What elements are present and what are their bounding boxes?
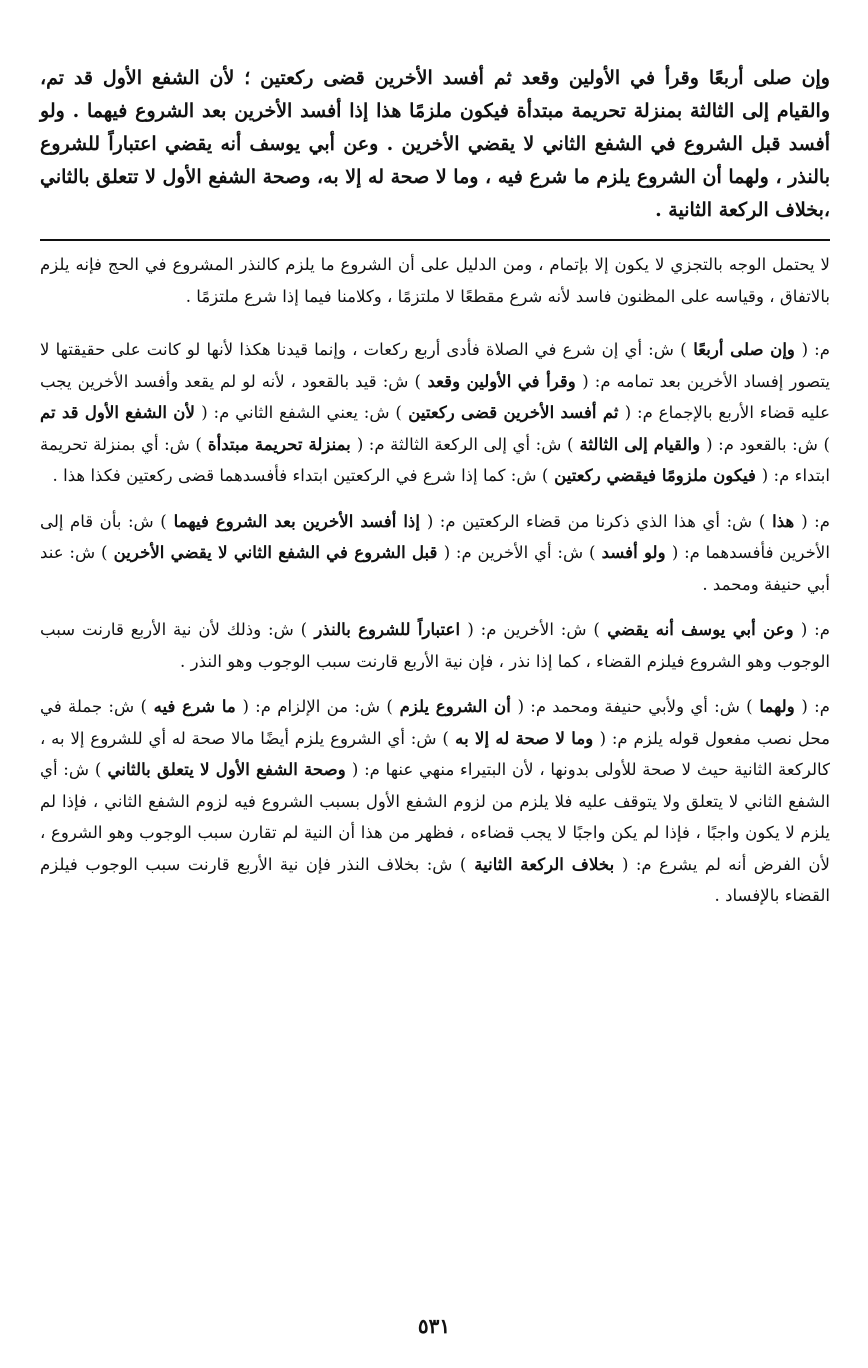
text-run: ) ش: أي الشروع يلزم أيضًا مالا صحة له أي للشروع إلا به ، كالركعة الثانية حيث لا صحة للأولى بدونها ، لأن البتيراء منهي عنها م: ( (40, 728, 831, 779)
quoted-matn: أن الشروع يلزم (392, 696, 518, 716)
text-run: م: ( (801, 340, 831, 359)
text-run: م: ( (800, 620, 830, 639)
quoted-matn: ولهما (752, 696, 802, 716)
text-run: م: ( (801, 511, 830, 531)
text-run: م: ( (801, 697, 830, 716)
quoted-matn: بخلاف الركعة الثانية (466, 853, 623, 874)
text-run: ) ش: أي الأخرين م: ( (443, 543, 596, 562)
text-run: ) ش: أي الشفع الثاني لا يتعلق ولا يتوقف عليه فلا يلزم من لزوم الشفع الأول بسبب الشروع فيه لزوم الشفع الثاني ، فإذا لم يلزم لا يكون واجبًا ، فإذا لم يكن واجبًا لا يجب قضاءه ، فظهر من هذا أن النية لم تقارن سبب الوجوب وهو الشروع ، لأن الفرض أنه لم يشرع م: ( (40, 760, 830, 874)
text-run: ) ش: أي ولأبي حنيفة ومحمد م: ( (517, 697, 753, 716)
commentary-paragraph-2 (40, 506, 830, 601)
quoted-matn: وصحة الشفع الأول لا يتعلق بالثاني (101, 759, 352, 779)
divider-line (40, 239, 830, 241)
text-run: ) ش: من الإلزام م: ( (242, 697, 393, 716)
text-run: ) ش: بأن قام إلى الأخرين فأفسدهما م: ( (40, 511, 830, 562)
commentary-paragraph-3 (40, 614, 830, 677)
commentary (40, 249, 830, 912)
quoted-matn: ولو أفسد (595, 542, 672, 562)
page-number: ٥٣١ (417, 1314, 451, 1338)
quoted-matn: هذا (765, 510, 802, 531)
quoted-matn: إذا أفسد الأخرين بعد الشروع فيهما (166, 510, 427, 531)
text-run: ) ش: أي بمنزلة تحريمة ابتداء م: ( (40, 434, 830, 485)
text-run: ) ش: أي إن شرع في الصلاة فأدى أربع ركعات ، وإنما قيدنا هكذا لأنها لو كانت على حقيقتها لا يتصور إفساد الأخرين بعد تمامه م: ( (40, 340, 830, 391)
commentary-paragraph-1 (40, 334, 830, 492)
text-run: ) ش: عند أبي حنيفة ومحمد . (40, 543, 830, 594)
quoted-matn: والقيام إلى الثالثة (573, 433, 707, 454)
quoted-matn: قبل الشروع في الشفع الثاني لا يقضي الأخرين (107, 542, 444, 562)
text-run: ) ش: بالقعود م: ( (706, 434, 830, 454)
main-text: وإن صلى أربعًا وقرأ في الأولين وقعد ثم أفسد الأخرين قضى ركعتين ؛ لأن الشفع الأول قد تم، والقيام إلى الثالثة بمنزلة تحريمة مبتدأة فيكون ملزمًا هذا إذا أفسد الأخرين بعد الشروع فيهما . ولو أفسد قبل الشروع في الشفع الثاني لا يقضي الأخرين . وعن أبي يوسف أنه يقضي اعتباراً للشروع بالنذر ، ولهما أن الشروع يلزم ما شرع فيه ، وما لا صحة له إلا به، وصحة الشفع الأول لا تتعلق بالثاني ،بخلاف الركعة الثانية . (40, 67, 830, 221)
quoted-matn: بمنزلة تحريمة مبتدأة (201, 433, 357, 454)
text-run: ) ش: جملة في محل نصب مفعول قوله يلزم م: ( (40, 697, 830, 748)
quoted-matn: ثم أفسد الأخرين قضى ركعتين (401, 402, 625, 422)
text-run: ) ش: قيد بالقعود ، لأنه لو لم يقعد وأفسد الأخرين يجب عليه قضاء الأربع بالإجماع م: ( (40, 371, 830, 422)
main-text-block (40, 62, 830, 227)
quoted-matn: لأن الشفع الأول قد تم (40, 402, 202, 422)
quoted-matn: وعن أبي يوسف أنه يقضي (599, 619, 801, 639)
commentary-intro: لا يحتمل الوجه بالتجزي لا يكون إلا بإتمام ، ومن الدليل على أن الشروع ما يلزم كالنذر المشروع في الحج فإنه يلزم بالاتفاق ، وقياسه على المظنون فاسد لأنه شرع مقطعًا لا ملتزمًا ، وكلامنا فيما إذا شرع ملتزمًا . (40, 255, 830, 306)
page (40, 62, 830, 926)
text-run: ) ش: بخلاف النذر فإن نية الأربع قارنت سبب الوجوب فيلزم القضاء بالإفساد . (40, 854, 830, 905)
text-run: ) ش: يعني الشفع الثاني م: ( (201, 403, 402, 422)
quoted-matn: ما شرع فيه (146, 696, 243, 716)
text-run: ) ش: أي هذا الذي ذكرنا من قضاء الركعتين م: ( (426, 511, 766, 531)
quoted-matn: فيكون ملزومًا فيقضي ركعتين (548, 465, 762, 485)
text-run: ) ش: أي إلى الركعة الثالثة م: ( (356, 434, 574, 454)
text-run: ) ش: وذلك لأن نية الأربع قارنت سبب الوجوب وهو الشروع فيلزم القضاء ، كما إذا نذر ، فإن نية الأربع قارنت سبب الوجوب وهو النذر . (40, 620, 830, 671)
text-run: ) ش: الأخرين م: ( (467, 620, 600, 639)
quoted-matn: وما لا صحة له إلا به (448, 727, 600, 748)
quoted-matn: اعتباراً للشروع بالنذر (307, 619, 468, 639)
quoted-matn: وقرأ في الأولين وقعد (420, 370, 583, 391)
quoted-matn: وإن صلى أربعًا (686, 339, 802, 359)
text-run: ) ش: كما إذا شرع في الركعتين ابتداء فأفسدهما قضى ركعتين فكذا هذا . (52, 466, 549, 485)
commentary-paragraph-4 (40, 691, 830, 912)
